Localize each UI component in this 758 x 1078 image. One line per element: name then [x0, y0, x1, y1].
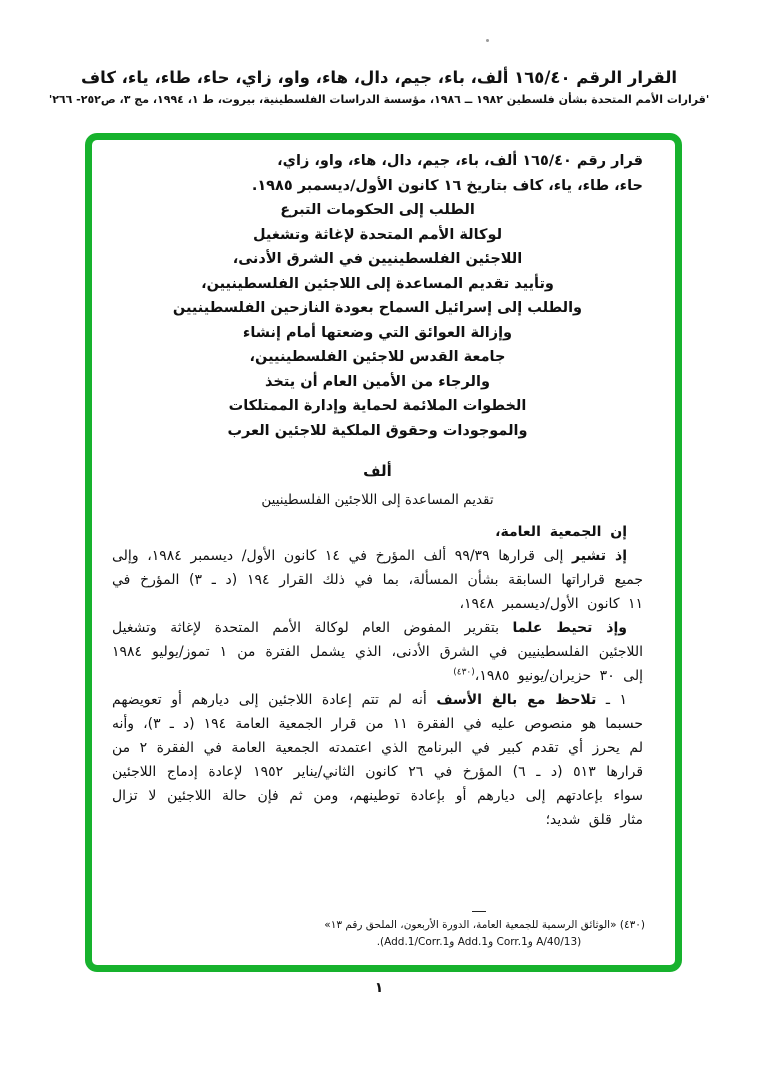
- paragraph-lead: إذ تشير: [572, 548, 628, 564]
- paragraph-number: ١ ـ: [596, 692, 627, 708]
- paragraph-lead: وإذ تحيط علما: [512, 620, 627, 636]
- resolution-title-line: اللاجئين الفلسطينيين في الشرق الأدنى،: [232, 251, 523, 267]
- paragraph-lead: إن الجمعية العامة،: [495, 524, 627, 540]
- resolution-title-line: حاء، طاء، ياء، كاف بتاريخ ١٦ كانون الأول/ديسمبر ١٩٨٥.: [251, 177, 643, 194]
- resolution-title-line: وتأييد تقديم المساعدة إلى اللاجئين الفلسطينيين،: [201, 275, 554, 292]
- section-letter-heading: ألف: [363, 462, 392, 480]
- body-paragraph: [112, 616, 643, 688]
- page-header: [0, 66, 758, 108]
- section-title: تقديم المساعدة إلى اللاجئين الفلسطينيين: [261, 492, 494, 508]
- footnote-block: [313, 911, 645, 951]
- resolution-title-block: [112, 149, 643, 443]
- body-paragraph: [112, 544, 643, 616]
- paragraph-lead: تلاحظ مع بالغ الأسف: [436, 692, 597, 708]
- resolution-title-line: لوكالة الأمم المتحدة لإغاثة وتشغيل: [252, 226, 503, 243]
- paragraph-body: بتقرير المفوض العام لوكالة الأمم المتحدة لإغاثة وتشغيل اللاجئين الفلسطينيين في الشرق الأدنى، الذي يشمل الفترة من ١ تموز/يوليو ١٩٨٤ إلى ٣٠ حزيران/يونيو ١٩٨٥،: [112, 620, 644, 684]
- footnote-marker: (٤٣٠): [619, 919, 645, 931]
- body-paragraph: [112, 520, 643, 544]
- resolution-title-line: قرار رقم ١٦٥/٤٠ ألف، باء، جيم، دال، هاء، واو، زاي،: [277, 153, 643, 169]
- resolution-box: [85, 133, 682, 972]
- header-resolution-number: القرار الرقم ١٦٥/٤٠ ألف، باء، جيم، دال، هاء، واو، زاي، حاء، طاء، ياء، كاف: [80, 68, 678, 87]
- paragraph-body: أنه لم تتم إعادة اللاجئين إلى ديارهم أو تعويضهم حسبما هو منصوص عليه في الفقرة ١١ من قرار الجمعية العامة ١٩٤ (د ـ ٣)، وأنه لم يحرز أي تقدم كبير في البرنامج الذي اعتمدته الجمعية العامة في الفقرة ٢ من قرارها ٥١٣ (د ـ ٦) المؤرخ في ٢٦ كانون الثاني/يناير ١٩٥٢ لإعادة إدماج اللاجئين سواء بإعادتهم إلى ديارهم أو بإعادة توطينهم، ومن ثم فإن حالة اللاجئين لا تزال مثار قلق شديد؛: [112, 692, 644, 828]
- paragraph-body: إلى قرارها ٩٩/٣٩ ألف المؤرخ في ١٤ كانون الأول/ ديسمبر ١٩٨٤، وإلى جميع قراراتها السابقة بشأن المسألة، بما في ذلك القرار ١٩٤ (د ـ ٣) المؤرخ في ١١ كانون الأول/ديسمبر ١٩٤٨،: [112, 548, 643, 612]
- resolution-title-line: جامعة القدس للاجئين الفلسطينيين،: [249, 349, 506, 365]
- resolution-paragraphs: [112, 520, 643, 832]
- header-source-citation: 'قرارات الأمم المتحدة بشأن فلسطين ١٩٨٢ ــ ١٩٨٦، مؤسسة الدراسات الفلسطينية، بيروت، ط ١، ١٩٩٤، مج ٣، ص٢٥٢- ٢٦٦': [48, 93, 710, 106]
- resolution-title-line: الخطوات الملائمة لحماية وإدارة الممتلكات: [228, 398, 527, 414]
- body-paragraph: [112, 688, 643, 832]
- resolution-title-line: وإزالة العوائق التي وضعتها أمام إنشاء: [242, 324, 513, 341]
- footnote-citation: «الوثائق الرسمية للجمعية العامة، الدورة الأربعون، الملحق رقم ١٣»: [324, 919, 617, 931]
- resolution-title-line: الطلب إلى الحكومات التبرع: [280, 202, 475, 218]
- resolution-title-line: والرجاء من الأمين العام أن يتخذ: [265, 373, 490, 390]
- footnote-separator: [472, 911, 486, 912]
- resolution-title-line: والموجودات وحقوق الملكية للاجئين العرب: [227, 422, 528, 439]
- footnote-documents: (A/40/13 وCorr.1 وAdd.1 وAdd.1/Corr.1).: [376, 936, 582, 948]
- footnote-text: [313, 917, 645, 934]
- resolution-title-line: والطلب إلى إسرائيل السماح بعودة النازحين الفلسطينيين: [172, 300, 583, 316]
- footnote-reference: (٤٣٠): [453, 667, 475, 678]
- scan-artifact-dot: [486, 39, 489, 42]
- page-number: ١: [374, 980, 384, 996]
